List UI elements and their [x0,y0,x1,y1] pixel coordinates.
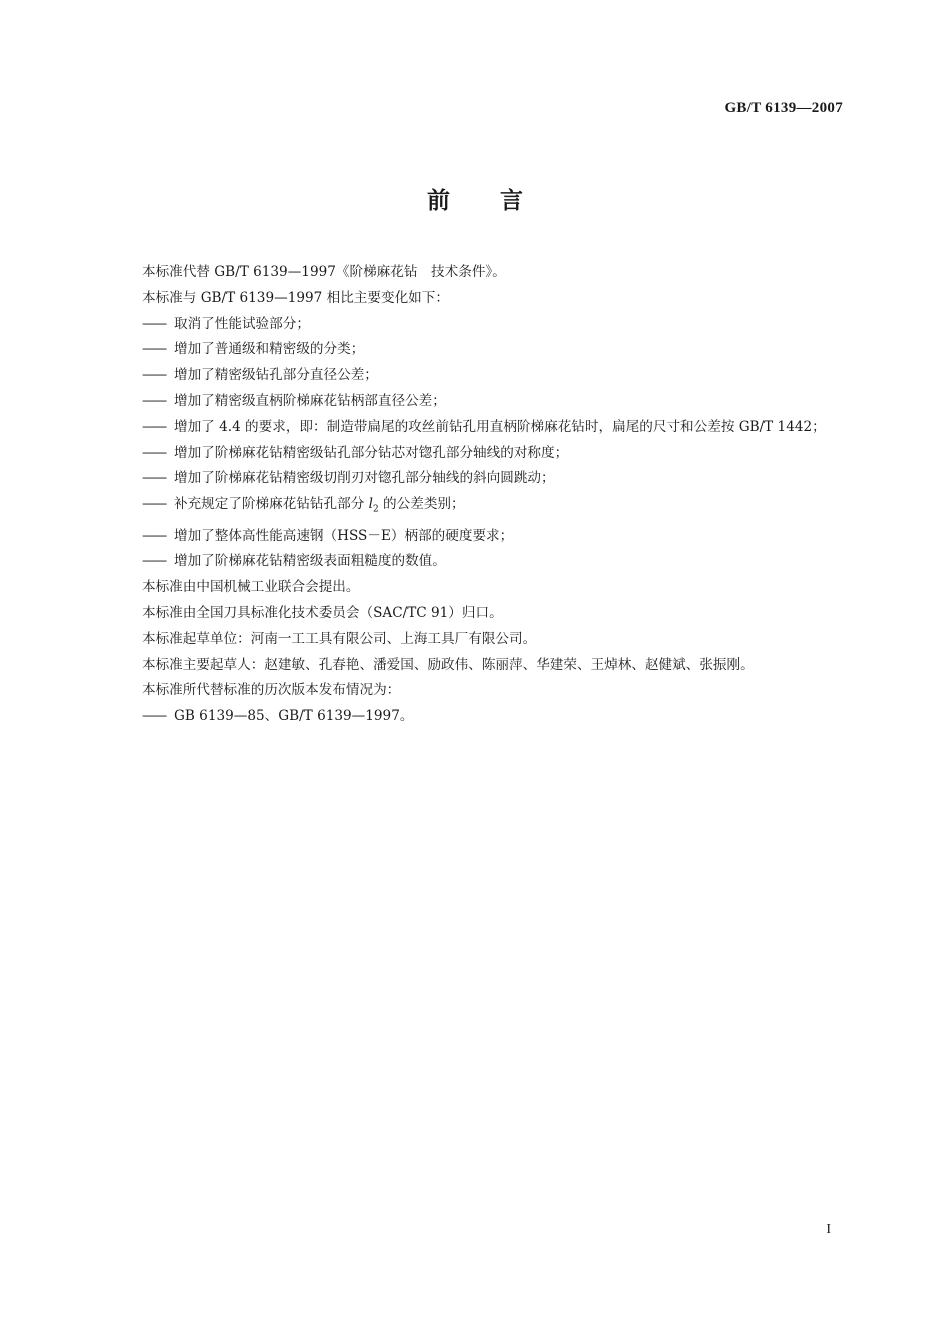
change-item [142,492,847,524]
change-item [142,415,847,441]
change-item [142,466,847,492]
dash-marker: —— [142,470,166,487]
paragraph: 本标准代替 GB/T 6139—1997《阶梯麻花钻 技术条件》。 [142,264,506,280]
change-text: 增加了整体高性能高速钢（HSS－E）柄部的硬度要求； [174,527,514,544]
variable-l: l [368,496,373,513]
page-title: 前言 [427,188,573,214]
change-text: 增加了精密级钻孔部分直径公差； [174,367,378,384]
change-text: 增加了普通级和精密级的分类； [174,341,365,358]
standard-number: GB/T 6139—2007 [724,100,843,116]
change-item [142,524,847,550]
change-text: 增加了 4.4 的要求，即：制造带扁尾的攻丝前钻孔用直柄阶梯麻花钻时，扁尾的尺寸和公差按 GB/T 1442； [174,418,826,435]
dash-marker: —— [142,708,166,725]
change-text: 增加了阶梯麻花钻精密级钻孔部分钻芯对锪孔部分轴线的对称度； [174,444,569,461]
change-text-before: 补充规定了阶梯麻花钻钻孔部分 [174,496,369,513]
change-item [142,312,847,338]
change-text-after: 的公差类别； [378,496,465,513]
dash-marker: —— [142,418,166,435]
dash-marker: —— [142,496,166,513]
variable-subscript: 2 [373,504,379,515]
paragraph: 本标准起草单位：河南一工工具有限公司、上海工具厂有限公司。 [142,630,537,647]
change-text: 增加了阶梯麻花钻精密级切削刃对锪孔部分轴线的斜向圆跳动； [174,470,555,487]
change-item [142,549,847,575]
paragraph: 本标准与 GB/T 6139—1997 相比主要变化如下： [142,289,449,306]
foreword-body [142,260,847,730]
change-item [142,441,847,467]
dash-marker: —— [142,392,166,409]
paragraph: 本标准由中国机械工业联合会提出。 [142,579,360,596]
change-text: 增加了精密级直柄阶梯麻花钻柄部直径公差； [174,392,446,409]
dash-marker: —— [142,444,166,461]
change-text: 增加了阶梯麻花钻精密级表面粗糙度的数值。 [174,553,446,570]
change-text: 取消了性能试验部分； [174,315,310,332]
dash-marker: —— [142,553,166,570]
history-text: GB 6139—85、GB/T 6139—1997。 [174,708,414,725]
change-item [142,337,847,363]
dash-marker: —— [142,315,166,332]
page-number: I [826,1222,831,1237]
history-item [142,704,847,730]
change-item [142,363,847,389]
dash-marker: —— [142,341,166,358]
change-text [174,492,847,524]
paragraph: 本标准所代替标准的历次版本发布情况为： [142,682,401,699]
paragraph: 本标准由全国刀具标准化技术委员会（SAC/TC 91）归口。 [142,605,503,622]
dash-marker: —— [142,527,166,544]
change-item [142,389,847,415]
dash-marker: —— [142,367,166,384]
paragraph: 本标准主要起草人：赵建敏、孔春艳、潘爱国、励政伟、陈丽萍、华建荣、王焯林、赵健斌、张振刚。 [142,656,754,673]
